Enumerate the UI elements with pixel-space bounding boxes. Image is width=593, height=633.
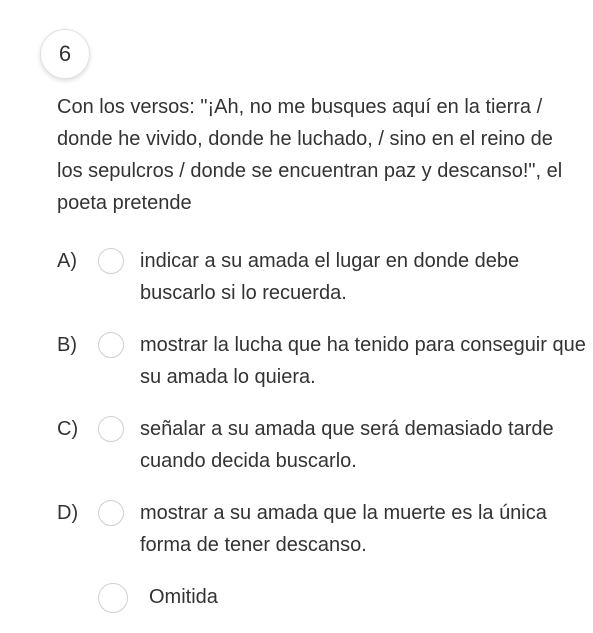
option-text[interactable]: mostrar la lucha que ha tenido para conseguir que su amada lo quiera. <box>140 334 586 388</box>
radio-button[interactable] <box>98 416 124 442</box>
omit-label[interactable]: Omitida <box>149 586 218 608</box>
radio-button[interactable] <box>98 500 124 526</box>
question-stem: Con los versos: "¡Ah, no me busques aquí en la tierra / donde he vivido, donde he luchado, / sino en el reino de los sepulcros / donde se encuentran paz y descanso!", el poeta pretende <box>57 96 563 214</box>
option-a[interactable] <box>57 245 587 309</box>
option-b[interactable] <box>57 329 587 393</box>
option-letter: A) <box>57 250 77 272</box>
option-text[interactable]: mostrar a su amada que la muerte es la única forma de tener descanso. <box>140 502 547 556</box>
radio-button[interactable] <box>98 332 124 358</box>
omit-radio-button[interactable] <box>98 583 128 613</box>
option-c[interactable] <box>57 413 587 477</box>
option-letter: C) <box>57 418 79 440</box>
option-text[interactable]: señalar a su amada que será demasiado tarde cuando decida buscarlo. <box>140 418 554 472</box>
option-letter: B) <box>57 334 77 356</box>
option-omit[interactable] <box>98 581 298 613</box>
radio-button[interactable] <box>98 248 124 274</box>
option-d[interactable] <box>57 497 587 561</box>
question-number-badge: 6 <box>40 29 90 79</box>
option-text[interactable]: indicar a su amada el lugar en donde debe buscarlo si lo recuerda. <box>140 250 520 304</box>
option-letter: D) <box>57 502 79 524</box>
